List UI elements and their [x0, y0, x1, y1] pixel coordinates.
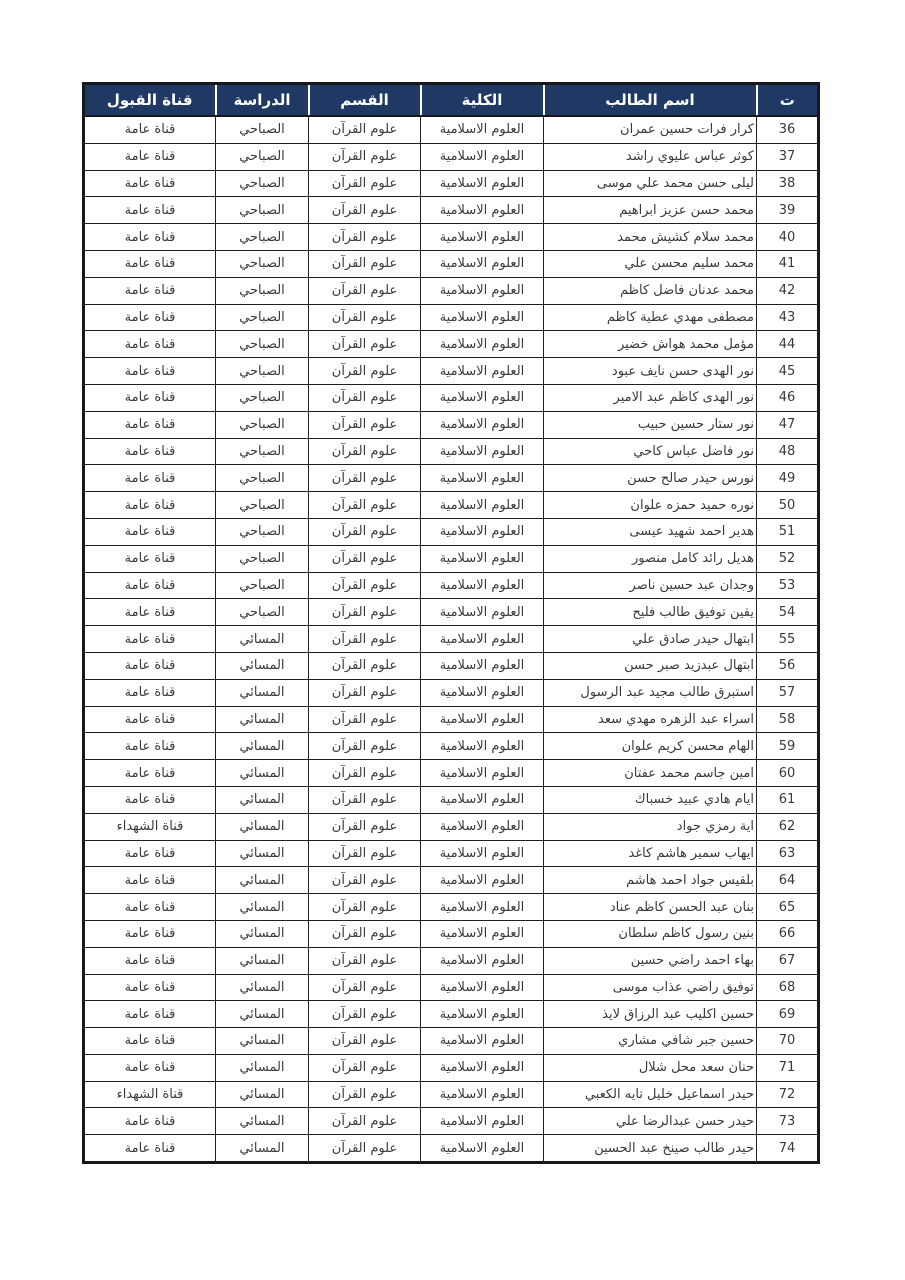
cell-college: العلوم الاسلامية — [421, 920, 544, 947]
cell-name: استبرق طالب مجيد عبد الرسول — [544, 679, 757, 706]
table-row — [84, 652, 819, 679]
table-row — [84, 760, 819, 787]
cell-study: الصباحي — [216, 250, 309, 277]
cell-study: المسائي — [216, 840, 309, 867]
cell-study: المسائي — [216, 1135, 309, 1163]
cell-college: العلوم الاسلامية — [421, 170, 544, 197]
cell-dept: علوم القرآن — [309, 1028, 421, 1055]
cell-channel: قناة الشهداء — [84, 813, 216, 840]
cell-college: العلوم الاسلامية — [421, 760, 544, 787]
cell-dept: علوم القرآن — [309, 304, 421, 331]
cell-dept: علوم القرآن — [309, 679, 421, 706]
cell-dept: علوم القرآن — [309, 197, 421, 224]
cell-study: المسائي — [216, 706, 309, 733]
cell-id: 59 — [757, 733, 819, 760]
cell-study: المسائي — [216, 652, 309, 679]
cell-channel: قناة عامة — [84, 545, 216, 572]
cell-name: اية رمزي جواد — [544, 813, 757, 840]
table-row — [84, 116, 819, 143]
cell-study: المسائي — [216, 867, 309, 894]
cell-dept: علوم القرآن — [309, 331, 421, 358]
table-row — [84, 840, 819, 867]
cell-dept: علوم القرآن — [309, 706, 421, 733]
cell-channel: قناة عامة — [84, 250, 216, 277]
cell-id: 42 — [757, 277, 819, 304]
cell-study: المسائي — [216, 1054, 309, 1081]
cell-name: مؤمل محمد هواش خضير — [544, 331, 757, 358]
cell-id: 71 — [757, 1054, 819, 1081]
cell-channel: قناة عامة — [84, 411, 216, 438]
cell-dept: علوم القرآن — [309, 224, 421, 251]
table-row — [84, 492, 819, 519]
cell-dept: علوم القرآن — [309, 358, 421, 385]
cell-dept: علوم القرآن — [309, 599, 421, 626]
cell-id: 55 — [757, 626, 819, 653]
cell-dept: علوم القرآن — [309, 1135, 421, 1163]
cell-name: بنين رسول كاظم سلطان — [544, 920, 757, 947]
cell-study: المسائي — [216, 1028, 309, 1055]
cell-id: 53 — [757, 572, 819, 599]
cell-channel: قناة عامة — [84, 1108, 216, 1135]
cell-channel: قناة عامة — [84, 840, 216, 867]
cell-channel: قناة عامة — [84, 920, 216, 947]
table-row — [84, 813, 819, 840]
cell-study: المسائي — [216, 920, 309, 947]
cell-id: 56 — [757, 652, 819, 679]
cell-channel: قناة عامة — [84, 974, 216, 1001]
cell-channel: قناة عامة — [84, 867, 216, 894]
cell-college: العلوم الاسلامية — [421, 652, 544, 679]
cell-dept: علوم القرآن — [309, 947, 421, 974]
cell-name: ابتهال حيدر صادق علي — [544, 626, 757, 653]
cell-study: المسائي — [216, 1001, 309, 1028]
cell-dept: علوم القرآن — [309, 277, 421, 304]
cell-dept: علوم القرآن — [309, 492, 421, 519]
cell-name: حيدر حسن عبدالرضا علي — [544, 1108, 757, 1135]
cell-id: 44 — [757, 331, 819, 358]
table-row — [84, 1081, 819, 1108]
cell-id: 62 — [757, 813, 819, 840]
cell-study: الصباحي — [216, 438, 309, 465]
cell-name: وجدان عبد حسين ناصر — [544, 572, 757, 599]
cell-study: المسائي — [216, 786, 309, 813]
cell-study: الصباحي — [216, 116, 309, 143]
cell-channel: قناة عامة — [84, 197, 216, 224]
cell-name: الهام محسن كريم علوان — [544, 733, 757, 760]
table-row — [84, 920, 819, 947]
cell-dept: علوم القرآن — [309, 545, 421, 572]
cell-id: 60 — [757, 760, 819, 787]
cell-study: الصباحي — [216, 411, 309, 438]
table-row — [84, 1108, 819, 1135]
cell-college: العلوم الاسلامية — [421, 331, 544, 358]
table-row — [84, 1054, 819, 1081]
cell-id: 64 — [757, 867, 819, 894]
cell-study: الصباحي — [216, 384, 309, 411]
header-cell-name: اسم الطالب — [544, 84, 757, 117]
cell-id: 36 — [757, 116, 819, 143]
cell-college: العلوم الاسلامية — [421, 786, 544, 813]
cell-dept: علوم القرآن — [309, 652, 421, 679]
cell-college: العلوم الاسلامية — [421, 384, 544, 411]
cell-name: نور فاضل عباس كاحي — [544, 438, 757, 465]
cell-channel: قناة عامة — [84, 304, 216, 331]
cell-name: يقين توفيق طالب فليح — [544, 599, 757, 626]
cell-name: ايام هادي عبيد خسباك — [544, 786, 757, 813]
cell-channel: قناة عامة — [84, 626, 216, 653]
cell-channel: قناة عامة — [84, 947, 216, 974]
cell-id: 58 — [757, 706, 819, 733]
table-row — [84, 894, 819, 921]
cell-study: الصباحي — [216, 599, 309, 626]
table-header — [84, 84, 819, 117]
cell-study: الصباحي — [216, 518, 309, 545]
table-row — [84, 465, 819, 492]
cell-name: نوره حميد حمزه علوان — [544, 492, 757, 519]
cell-id: 37 — [757, 143, 819, 170]
cell-id: 74 — [757, 1135, 819, 1163]
table-row — [84, 170, 819, 197]
cell-study: الصباحي — [216, 331, 309, 358]
cell-channel: قناة عامة — [84, 143, 216, 170]
students-table — [82, 82, 820, 1164]
cell-dept: علوم القرآن — [309, 813, 421, 840]
table-row — [84, 304, 819, 331]
cell-name: محمد عدنان فاضل كاظم — [544, 277, 757, 304]
cell-id: 52 — [757, 545, 819, 572]
cell-college: العلوم الاسلامية — [421, 679, 544, 706]
cell-college: العلوم الاسلامية — [421, 143, 544, 170]
cell-college: العلوم الاسلامية — [421, 706, 544, 733]
cell-dept: علوم القرآن — [309, 786, 421, 813]
table-row — [84, 358, 819, 385]
cell-name: نور الهدى حسن نايف عبود — [544, 358, 757, 385]
table-row — [84, 626, 819, 653]
cell-channel: قناة عامة — [84, 170, 216, 197]
cell-college: العلوم الاسلامية — [421, 1028, 544, 1055]
cell-id: 51 — [757, 518, 819, 545]
cell-name: كرار فرات حسين عمران — [544, 116, 757, 143]
cell-name: ابتهال عبدزيد صبر حسن — [544, 652, 757, 679]
table-row — [84, 224, 819, 251]
cell-id: 68 — [757, 974, 819, 1001]
cell-study: المسائي — [216, 894, 309, 921]
header-cell-study: الدراسة — [216, 84, 309, 117]
cell-name: محمد سليم محسن علي — [544, 250, 757, 277]
cell-college: العلوم الاسلامية — [421, 116, 544, 143]
cell-college: العلوم الاسلامية — [421, 304, 544, 331]
table-row — [84, 438, 819, 465]
cell-name: هدير احمد شهيد عيسى — [544, 518, 757, 545]
cell-id: 67 — [757, 947, 819, 974]
cell-dept: علوم القرآن — [309, 760, 421, 787]
cell-id: 43 — [757, 304, 819, 331]
cell-id: 46 — [757, 384, 819, 411]
cell-study: الصباحي — [216, 304, 309, 331]
cell-name: بهاء احمد راضي حسين — [544, 947, 757, 974]
cell-name: حيدر اسماعيل خليل تايه الكعبي — [544, 1081, 757, 1108]
cell-name: مصطفى مهدي عطية كاظم — [544, 304, 757, 331]
cell-college: العلوم الاسلامية — [421, 518, 544, 545]
cell-channel: قناة عامة — [84, 679, 216, 706]
header-cell-college: الكلية — [421, 84, 544, 117]
table-row — [84, 572, 819, 599]
cell-name: هديل رائد كامل منصور — [544, 545, 757, 572]
cell-channel: قناة عامة — [84, 652, 216, 679]
cell-name: امين جاسم محمد عفتان — [544, 760, 757, 787]
cell-study: الصباحي — [216, 572, 309, 599]
cell-dept: علوم القرآن — [309, 1054, 421, 1081]
table-row — [84, 786, 819, 813]
cell-college: العلوم الاسلامية — [421, 411, 544, 438]
cell-study: الصباحي — [216, 197, 309, 224]
cell-study: المسائي — [216, 974, 309, 1001]
header-cell-dept: القسم — [309, 84, 421, 117]
cell-channel: قناة عامة — [84, 465, 216, 492]
cell-dept: علوم القرآن — [309, 974, 421, 1001]
cell-dept: علوم القرآن — [309, 384, 421, 411]
cell-channel: قناة عامة — [84, 1001, 216, 1028]
cell-dept: علوم القرآن — [309, 465, 421, 492]
table-row — [84, 706, 819, 733]
cell-college: العلوم الاسلامية — [421, 599, 544, 626]
cell-channel: قناة عامة — [84, 599, 216, 626]
cell-study: الصباحي — [216, 277, 309, 304]
cell-id: 61 — [757, 786, 819, 813]
table-body — [84, 116, 819, 1163]
cell-id: 38 — [757, 170, 819, 197]
cell-id: 41 — [757, 250, 819, 277]
cell-name: كوثر عباس عليوي راشد — [544, 143, 757, 170]
cell-id: 70 — [757, 1028, 819, 1055]
table-row — [84, 1135, 819, 1163]
cell-college: العلوم الاسلامية — [421, 1081, 544, 1108]
cell-college: العلوم الاسلامية — [421, 438, 544, 465]
header-cell-serial: ت — [757, 84, 819, 117]
cell-channel: قناة عامة — [84, 518, 216, 545]
cell-dept: علوم القرآن — [309, 840, 421, 867]
cell-channel: قناة عامة — [84, 438, 216, 465]
cell-name: حسين اكليب عبد الرزاق لايذ — [544, 1001, 757, 1028]
cell-channel: قناة عامة — [84, 1054, 216, 1081]
table-row — [84, 197, 819, 224]
cell-dept: علوم القرآن — [309, 867, 421, 894]
table-row — [84, 518, 819, 545]
cell-dept: علوم القرآن — [309, 572, 421, 599]
cell-dept: علوم القرآن — [309, 250, 421, 277]
table-row — [84, 545, 819, 572]
cell-id: 50 — [757, 492, 819, 519]
cell-name: حسين جبر شافي مشاري — [544, 1028, 757, 1055]
cell-dept: علوم القرآن — [309, 733, 421, 760]
table-row — [84, 733, 819, 760]
cell-study: الصباحي — [216, 143, 309, 170]
cell-college: العلوم الاسلامية — [421, 1135, 544, 1163]
cell-channel: قناة عامة — [84, 706, 216, 733]
table-row — [84, 331, 819, 358]
cell-name: نور الهدى كاظم عبد الامير — [544, 384, 757, 411]
cell-channel: قناة عامة — [84, 331, 216, 358]
cell-id: 66 — [757, 920, 819, 947]
cell-college: العلوم الاسلامية — [421, 626, 544, 653]
cell-dept: علوم القرآن — [309, 894, 421, 921]
cell-study: المسائي — [216, 760, 309, 787]
cell-id: 69 — [757, 1001, 819, 1028]
cell-id: 57 — [757, 679, 819, 706]
cell-dept: علوم القرآن — [309, 1001, 421, 1028]
cell-id: 48 — [757, 438, 819, 465]
cell-id: 54 — [757, 599, 819, 626]
cell-college: العلوم الاسلامية — [421, 572, 544, 599]
cell-college: العلوم الاسلامية — [421, 224, 544, 251]
cell-name: توفيق راضي عذاب موسى — [544, 974, 757, 1001]
cell-college: العلوم الاسلامية — [421, 545, 544, 572]
cell-college: العلوم الاسلامية — [421, 1108, 544, 1135]
cell-channel: قناة عامة — [84, 224, 216, 251]
cell-name: نورس حيدر صالح حسن — [544, 465, 757, 492]
cell-channel: قناة عامة — [84, 760, 216, 787]
table-row — [84, 277, 819, 304]
cell-college: العلوم الاسلامية — [421, 1001, 544, 1028]
cell-id: 72 — [757, 1081, 819, 1108]
cell-dept: علوم القرآن — [309, 170, 421, 197]
table-row — [84, 384, 819, 411]
cell-dept: علوم القرآن — [309, 143, 421, 170]
cell-channel: قناة عامة — [84, 277, 216, 304]
cell-channel: قناة عامة — [84, 1028, 216, 1055]
header-cell-channel: قناة القبول — [84, 84, 216, 117]
cell-channel: قناة عامة — [84, 358, 216, 385]
cell-study: الصباحي — [216, 545, 309, 572]
table-row — [84, 679, 819, 706]
cell-dept: علوم القرآن — [309, 438, 421, 465]
cell-channel: قناة عامة — [84, 492, 216, 519]
cell-college: العلوم الاسلامية — [421, 947, 544, 974]
cell-name: محمد حسن عزيز ابراهيم — [544, 197, 757, 224]
table-row — [84, 250, 819, 277]
cell-college: العلوم الاسلامية — [421, 733, 544, 760]
cell-college: العلوم الاسلامية — [421, 277, 544, 304]
cell-college: العلوم الاسلامية — [421, 1054, 544, 1081]
table-row — [84, 599, 819, 626]
cell-channel: قناة الشهداء — [84, 1081, 216, 1108]
cell-id: 63 — [757, 840, 819, 867]
cell-college: العلوم الاسلامية — [421, 197, 544, 224]
cell-study: الصباحي — [216, 224, 309, 251]
cell-id: 45 — [757, 358, 819, 385]
cell-id: 73 — [757, 1108, 819, 1135]
table-row — [84, 974, 819, 1001]
table-row — [84, 1028, 819, 1055]
cell-college: العلوم الاسلامية — [421, 358, 544, 385]
cell-college: العلوم الاسلامية — [421, 894, 544, 921]
cell-college: العلوم الاسلامية — [421, 974, 544, 1001]
cell-study: المسائي — [216, 947, 309, 974]
cell-dept: علوم القرآن — [309, 411, 421, 438]
cell-dept: علوم القرآن — [309, 920, 421, 947]
cell-channel: قناة عامة — [84, 572, 216, 599]
cell-college: العلوم الاسلامية — [421, 250, 544, 277]
cell-name: اسراء عبد الزهره مهدي سعد — [544, 706, 757, 733]
cell-name: بنان عبد الحسن كاظم عناد — [544, 894, 757, 921]
cell-name: بلقيس جواد احمد هاشم — [544, 867, 757, 894]
cell-channel: قناة عامة — [84, 1135, 216, 1163]
cell-study: المسائي — [216, 679, 309, 706]
cell-college: العلوم الاسلامية — [421, 867, 544, 894]
cell-dept: علوم القرآن — [309, 1108, 421, 1135]
cell-id: 47 — [757, 411, 819, 438]
cell-dept: علوم القرآن — [309, 626, 421, 653]
table-row — [84, 143, 819, 170]
cell-channel: قناة عامة — [84, 384, 216, 411]
cell-study: المسائي — [216, 626, 309, 653]
cell-id: 39 — [757, 197, 819, 224]
cell-study: المسائي — [216, 1108, 309, 1135]
cell-channel: قناة عامة — [84, 733, 216, 760]
cell-name: حنان سعد محل شلال — [544, 1054, 757, 1081]
cell-dept: علوم القرآن — [309, 518, 421, 545]
cell-college: العلوم الاسلامية — [421, 840, 544, 867]
cell-study: الصباحي — [216, 358, 309, 385]
cell-study: الصباحي — [216, 170, 309, 197]
cell-channel: قناة عامة — [84, 116, 216, 143]
table-row — [84, 867, 819, 894]
cell-dept: علوم القرآن — [309, 116, 421, 143]
cell-study: المسائي — [216, 813, 309, 840]
cell-id: 40 — [757, 224, 819, 251]
cell-name: ليلى حسن محمد علي موسى — [544, 170, 757, 197]
cell-channel: قناة عامة — [84, 894, 216, 921]
table-row — [84, 947, 819, 974]
cell-name: حيدر طالب صينخ عبد الحسين — [544, 1135, 757, 1163]
cell-study: المسائي — [216, 733, 309, 760]
cell-name: نور ستار حسين حبيب — [544, 411, 757, 438]
cell-college: العلوم الاسلامية — [421, 492, 544, 519]
cell-id: 65 — [757, 894, 819, 921]
cell-study: الصباحي — [216, 465, 309, 492]
cell-dept: علوم القرآن — [309, 1081, 421, 1108]
cell-id: 49 — [757, 465, 819, 492]
cell-channel: قناة عامة — [84, 786, 216, 813]
table-row — [84, 1001, 819, 1028]
cell-college: العلوم الاسلامية — [421, 465, 544, 492]
header-row — [84, 84, 819, 117]
cell-name: محمد سلام كشيش محمد — [544, 224, 757, 251]
cell-study: المسائي — [216, 1081, 309, 1108]
table-row — [84, 411, 819, 438]
cell-college: العلوم الاسلامية — [421, 813, 544, 840]
cell-name: ايهاب سمير هاشم كاغد — [544, 840, 757, 867]
cell-study: الصباحي — [216, 492, 309, 519]
